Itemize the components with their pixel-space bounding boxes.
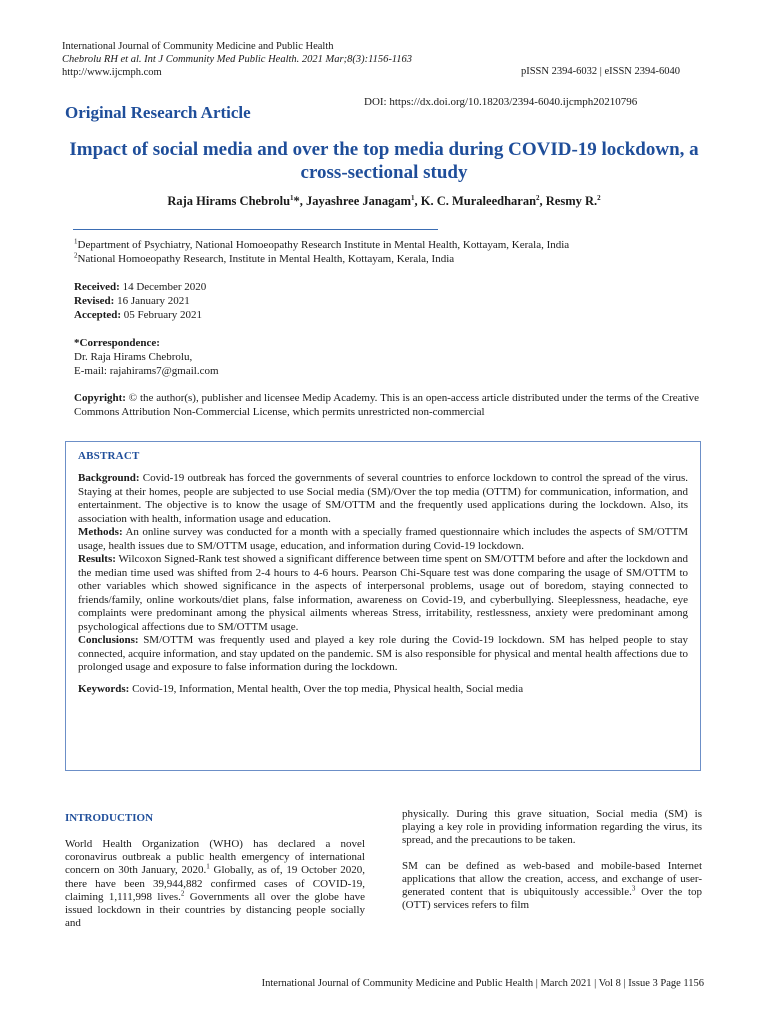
abstract-methods: [78, 526, 688, 553]
correspondence-name: Dr. Raja Hirams Chebrolu,: [74, 351, 193, 363]
introduction-heading: INTRODUCTION: [65, 812, 154, 824]
keywords-text: Covid-19, Information, Mental health, Over the top media, Physical health, Social media: [129, 682, 524, 695]
correspondence-label: *Correspondence:: [74, 337, 160, 349]
copyright-text: © the author(s), publisher and licensee Medip Academy. This is an open-access article distributed under the terms of the Creative Commons Attribution Non-Commercial License, which permits unrestricted non-commercial: [74, 392, 699, 418]
author-list: [60, 194, 708, 209]
methods-text: An online survey was conducted for a month with a specially framed questionnaire which includes the aspects of SM/OTTM usage, health issues due to SM/OTTM usage, education, and information during Covid-19 lockdown.: [78, 526, 688, 552]
revised-value: 16 January 2021: [114, 295, 190, 307]
conclusions-text: SM/OTTM was frequently used and played a key role during the Covid-19 lockdown. SM has helped people to stay connected, acquire information, and stay updated on the pandemic. SM is also responsible for physical and mental health affections due to prolonged usage and exposure to false information during the lockdown.: [78, 634, 688, 673]
abstract-results: [78, 553, 688, 634]
author-name: K. C. Muraleedharan: [420, 194, 537, 208]
keywords-label: Keywords:: [78, 682, 130, 695]
affil-sup: 1: [74, 237, 78, 246]
abstract-heading: ABSTRACT: [78, 450, 140, 462]
results-text: Wilcoxon Signed-Rank test showed a significant difference between time spent on SM/OTTM before and after the lockdown and the median time used was shifted from 2-4 hours to 4-6 hours. Pearson Chi-Square test was done comparing the usage of SM/OTTM to other variables which showed significance in the aspects of interpersonal problems, usage out of boredom, staying connected to friends/family, online workouts/diet plans, false information, awareness on Covid-19, and cyberbullying. Sleeplessness, headache, eye complaints were predominant among the physical ailments whereas Stress, irritability, restlessness, anxiety were predominant among psychological affections due to SM/OTTM usage.: [78, 553, 688, 633]
author-affil-sup: 2: [597, 193, 601, 202]
journal-url[interactable]: http://www.ijcmph.com: [62, 67, 162, 78]
divider: [73, 229, 438, 230]
citation-sup[interactable]: 2: [180, 889, 185, 898]
intro-column-right: [402, 808, 702, 924]
citation-line: Chebrolu RH et al. Int J Community Med Public Health. 2021 Mar;8(3):1156-1163: [62, 54, 413, 65]
author-affil-sup: 2: [536, 193, 540, 202]
affil-text: Department of Psychiatry, National Homoeopathy Research Institute in Mental Health, Kottayam, Kerala, India: [77, 239, 570, 251]
abstract-box: [65, 441, 701, 771]
affil-text: National Homoeopathy Research, Institute in Mental Health, Kottayam, Kerala, India: [77, 253, 455, 265]
citation-sup[interactable]: 3: [631, 884, 636, 893]
results-label: Results:: [78, 553, 116, 565]
background-label: Background:: [78, 472, 140, 484]
author-name: Raja Hirams Chebrolu: [167, 194, 291, 208]
methods-label: Methods:: [78, 526, 123, 538]
intro-paragraph: [402, 860, 702, 913]
issn-line: pISSN 2394-6032 | eISSN 2394-6040: [520, 66, 680, 77]
correspondence-email[interactable]: E-mail: rajahirams7@gmail.com: [74, 365, 219, 377]
accepted-label: Accepted:: [74, 309, 122, 321]
intro-text: SM can be defined as web-based and mobile-based Internet applications that allow the creation, access, and exchange of user-generated content that is ubiquitously accessible.: [402, 859, 702, 899]
intro-text: Globally, as of, 19 October 2020, there have been 39,944,882 confirmed cases of COVID-19, claiming 1,111,998 lives.: [65, 864, 365, 903]
affiliation: [74, 238, 714, 252]
author-affil-sup: 1: [411, 193, 415, 202]
copyright-notice: [74, 391, 699, 419]
received-date: [74, 280, 206, 294]
background-text: Covid-19 outbreak has forced the governments of several countries to enforce lockdown to control the spread of the virus. Staying at their homes, people are subjected to use Social media (SM)/Over the top media (OTTM) for communication, information, and entertainment. The objective is to know the usage of SM/OTTM and the frequently used applications during the lockdown. Also, its association with health, information usage and education.: [78, 472, 688, 525]
copyright-label: Copyright:: [74, 392, 126, 404]
affiliations: [74, 238, 714, 266]
abstract-conclusions: [78, 634, 688, 675]
article-title: Impact of social media and over the top media during COVID-19 lockdown, a cross-sectional study: [69, 139, 699, 183]
abstract-background: [78, 472, 688, 526]
affil-sup: 2: [74, 251, 78, 260]
intro-text: World Health Organization (WHO) has declared a novel coronavirus outbreak a public health emergency of international concern on 30th January, 2020.: [65, 838, 365, 877]
affiliation: [74, 252, 714, 266]
intro-paragraph: physically. During this grave situation, Social media (SM) is playing a key role in providing information regarding the virus, its spread, and the precautions to be taken.: [402, 808, 702, 847]
accepted-value: 05 February 2021: [121, 309, 203, 321]
page-footer: International Journal of Community Medicine and Public Health | March 2021 | Vol 8 | Issue 3 Page 1156: [261, 978, 704, 989]
article-type: Original Research Article: [65, 103, 251, 122]
intro-paragraph: [65, 838, 365, 930]
article-dates: [74, 280, 206, 322]
revised-date: [74, 294, 206, 308]
correspondence: [74, 336, 219, 378]
received-value: 14 December 2020: [119, 281, 207, 293]
intro-text: Governments all over the globe have issued lockdown in their countries by distancing people socially and: [65, 890, 366, 930]
received-label: Received:: [74, 281, 120, 293]
revised-label: Revised:: [74, 295, 115, 307]
journal-name: International Journal of Community Medicine and Public Health: [62, 41, 334, 52]
author-name: Resmy R.: [545, 194, 598, 208]
author-affil-sup: 1: [290, 193, 294, 202]
intro-column-left: [65, 838, 365, 930]
accepted-date: [74, 308, 206, 322]
abstract-body: [78, 472, 688, 675]
author-name: Jayashree Janagam: [306, 194, 411, 208]
conclusions-label: Conclusions:: [78, 634, 139, 646]
intro-text: Over the top (OTT) services refers to film: [402, 886, 702, 912]
author-separator: *,: [293, 194, 307, 208]
running-header: [62, 40, 412, 79]
abstract-keywords: [78, 683, 688, 697]
author-separator: ,: [414, 194, 421, 208]
author-separator: ,: [539, 194, 546, 208]
citation-sup[interactable]: 1: [206, 862, 210, 871]
doi-link[interactable]: DOI: https://dx.doi.org/10.18203/2394-6040.ijcmph20210796: [364, 96, 638, 108]
